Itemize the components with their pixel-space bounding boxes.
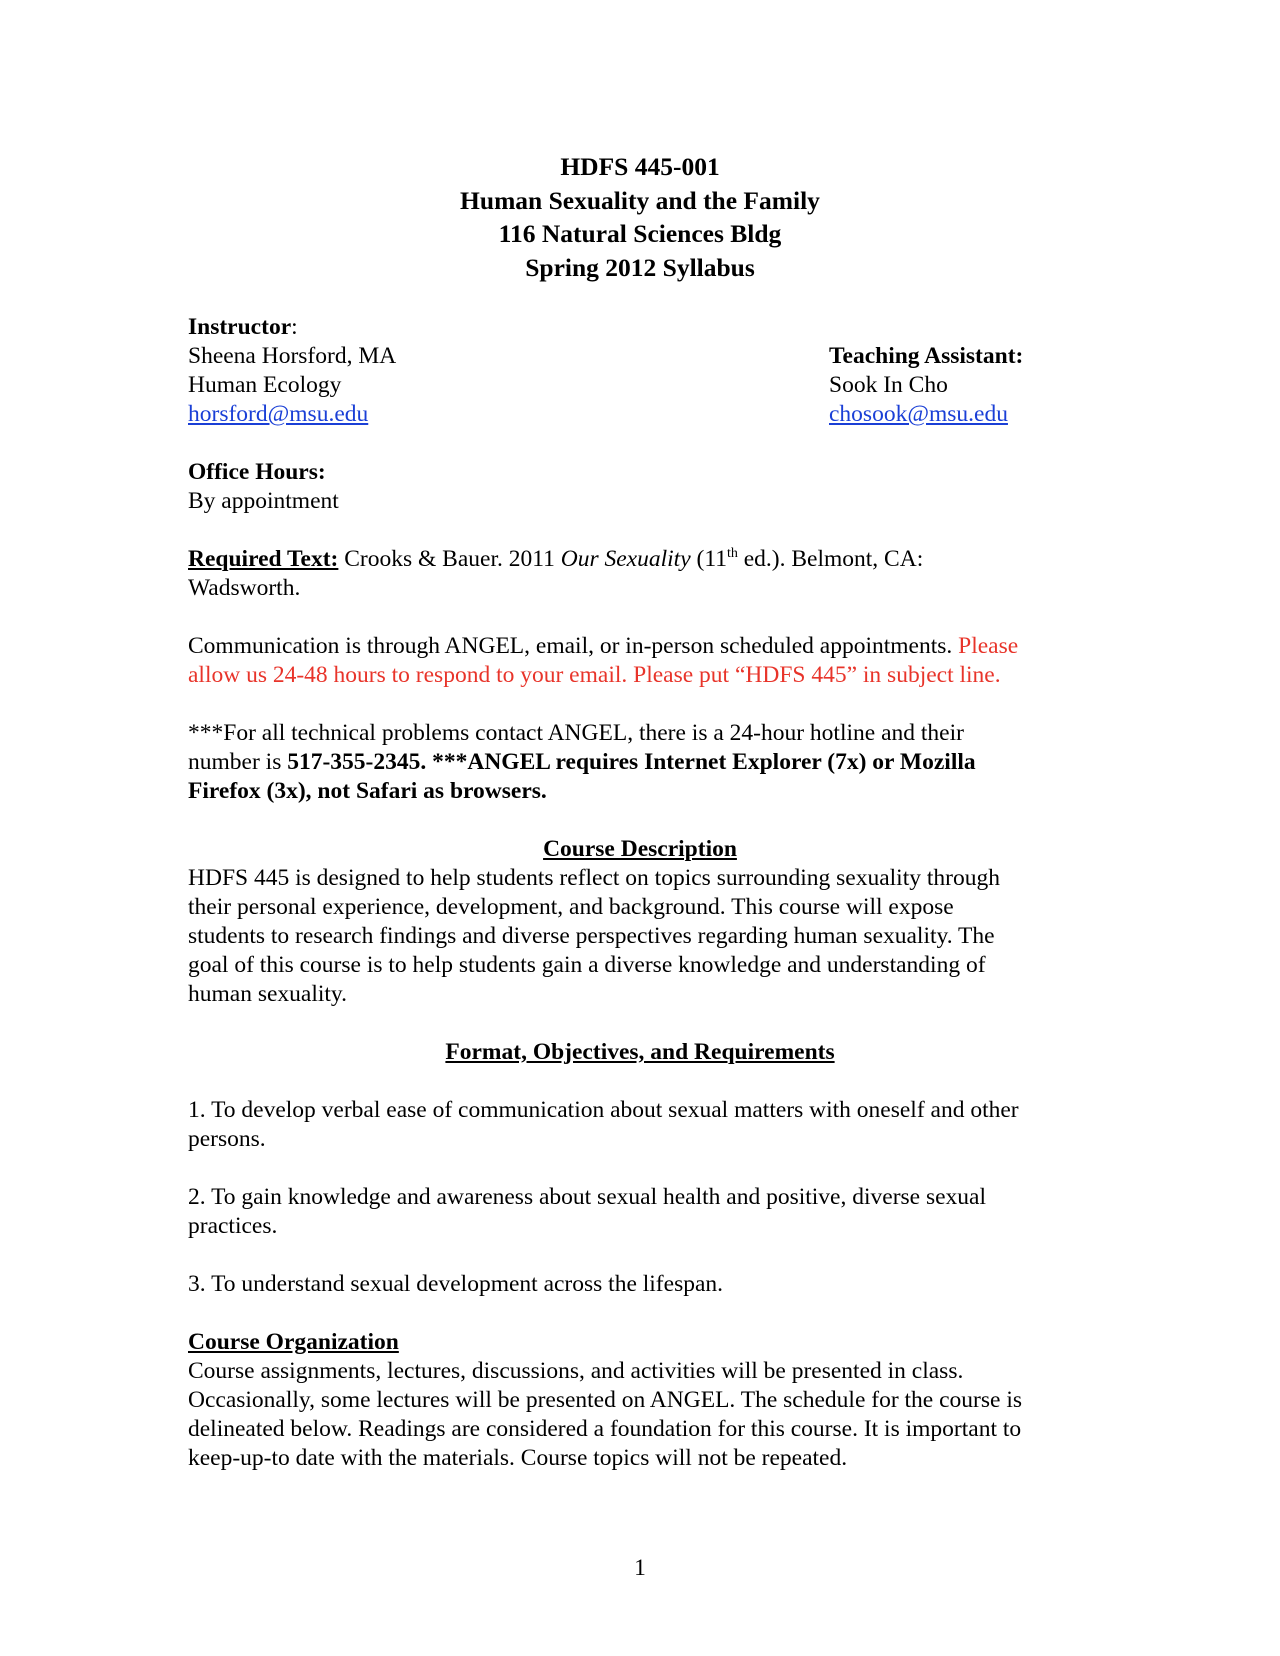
- required-text-part2: (11: [690, 546, 727, 572]
- ta-email-line: [829, 400, 1129, 429]
- course-description-line: human sexuality.: [188, 981, 348, 1007]
- instructor-email-link[interactable]: horsford@msu.edu: [188, 401, 369, 427]
- course-organization-line: delineated below. Readings are considered a foundation for this course. It is important to: [188, 1416, 1022, 1442]
- course-organization-line: keep-up-to date with the materials. Course topics will not be repeated.: [188, 1445, 848, 1471]
- office-hours-label: Office Hours:: [188, 459, 326, 485]
- course-code: HDFS 445-001: [560, 152, 720, 181]
- communication-red-text-1: Please: [958, 633, 1019, 659]
- course-description-line: goal of this course is to help students gain a diverse knowledge and understanding of: [188, 952, 986, 978]
- required-text-part1: Crooks & Bauer. 2011: [338, 546, 561, 572]
- course-term: Spring 2012 Syllabus: [525, 253, 755, 282]
- office-hours-value: By appointment: [188, 488, 339, 514]
- ta-email-link[interactable]: chosook@msu.edu: [829, 401, 1008, 427]
- instructor-label: Instructor: [188, 314, 292, 340]
- course-title: Human Sexuality and the Family: [460, 186, 820, 215]
- technical-line-2-bold: 517-355-2345. ***ANGEL requires Internet Explorer (7x) or Mozilla: [287, 749, 976, 775]
- course-organization-line: Course assignments, lectures, discussions, and activities will be presented in class.: [188, 1358, 964, 1384]
- communication-red-text-2: allow us 24-48 hours to respond to your email. Please put “HDFS 445” in subject line.: [188, 662, 1001, 688]
- communication-black-text: Communication is through ANGEL, email, or in-person scheduled appointments.: [188, 633, 959, 659]
- instructor-department: Human Ecology: [188, 372, 342, 398]
- technical-line-2-normal: number is: [188, 749, 288, 775]
- course-description-line: HDFS 445 is designed to help students reflect on topics surrounding sexuality through: [188, 865, 1000, 891]
- objective-2-line-2: practices.: [188, 1213, 278, 1239]
- course-description-heading: Course Description: [543, 836, 737, 862]
- required-text-superscript: th: [726, 546, 738, 562]
- format-heading: Format, Objectives, and Requirements: [445, 1039, 835, 1065]
- objective-2-line-1: 2. To gain knowledge and awareness about sexual health and positive, diverse sexual: [188, 1184, 987, 1210]
- required-text-line: [188, 545, 1108, 574]
- objective-1-line-2: persons.: [188, 1126, 266, 1152]
- instructor-heading: [188, 313, 1108, 342]
- course-location: 116 Natural Sciences Bldg: [498, 219, 782, 248]
- communication-line-1: [188, 632, 1108, 661]
- objective-3-line-1: 3. To understand sexual development across the lifespan.: [188, 1271, 724, 1297]
- technical-line-2: [188, 748, 1108, 777]
- instructor-colon: :: [291, 314, 298, 340]
- required-text-label: Required Text:: [188, 546, 339, 572]
- course-organization-heading: Course Organization: [188, 1329, 399, 1355]
- required-text-part3: ed.). Belmont, CA:: [737, 546, 924, 572]
- required-text-book-title: Our Sexuality: [560, 546, 691, 572]
- ta-name: Sook In Cho: [829, 372, 948, 398]
- required-text-publisher: Wadsworth.: [188, 575, 301, 601]
- technical-line-1: ***For all technical problems contact ANGEL, there is a 24-hour hotline and their: [188, 720, 964, 746]
- objective-1-line-1: 1. To develop verbal ease of communication about sexual matters with oneself and other: [188, 1097, 1019, 1123]
- course-description-line: their personal experience, development, and background. This course will expose: [188, 894, 954, 920]
- ta-label: Teaching Assistant:: [829, 343, 1024, 369]
- instructor-name: Sheena Horsford, MA: [188, 343, 397, 369]
- technical-line-3: Firefox (3x), not Safari as browsers.: [188, 778, 547, 804]
- course-description-line: students to research findings and diverse perspectives regarding human sexuality. The: [188, 923, 995, 949]
- course-organization-line: Occasionally, some lectures will be presented on ANGEL. The schedule for the course is: [188, 1387, 1022, 1413]
- page-number: 1: [634, 1555, 646, 1581]
